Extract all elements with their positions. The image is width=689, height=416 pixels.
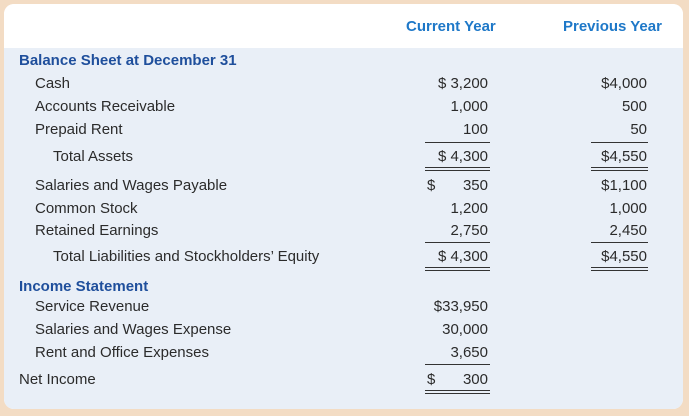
- subtotal-rule-income: [425, 364, 490, 365]
- cash-current: $ 3,200: [437, 75, 488, 92]
- total-liabilities-equity-current: $ 4,300: [437, 248, 488, 265]
- net-income-dollar-sign: $: [427, 371, 436, 388]
- subtotal-rule-liabilities-current: [425, 242, 490, 243]
- retained-earnings-previous: 2,450: [609, 222, 647, 239]
- column-header-area: [4, 4, 683, 48]
- total-liabilities-double-rule-current-b: [425, 270, 490, 271]
- net-income-double-rule-b: [425, 393, 490, 394]
- prepaid-rent-current: 100: [462, 121, 488, 138]
- salaries-payable-previous: $1,100: [601, 177, 647, 194]
- net-income-current: 300: [462, 371, 488, 388]
- row-label-net-income: Net Income: [19, 371, 96, 388]
- row-label-total-liabilities-equity: Total Liabilities and Stockholders’ Equity: [53, 248, 320, 265]
- accounts-receivable-current: 1,000: [450, 98, 488, 115]
- previous-year-header: Previous Year: [563, 18, 662, 35]
- total-assets-double-rule-previous-b: [591, 170, 648, 171]
- row-label-salaries-expense: Salaries and Wages Expense: [35, 321, 232, 338]
- total-assets-double-rule-current-b: [425, 170, 490, 171]
- rent-office-expenses-current: 3,650: [450, 344, 488, 361]
- service-revenue-current: $33,950: [433, 298, 488, 315]
- total-liabilities-double-rule-previous-a: [591, 267, 648, 268]
- row-label-prepaid-rent: Prepaid Rent: [35, 121, 123, 138]
- total-liabilities-equity-previous: $4,550: [601, 248, 647, 265]
- salaries-payable-dollar-sign: $: [427, 177, 436, 194]
- row-label-common-stock: Common Stock: [35, 200, 138, 217]
- salaries-payable-current: 350: [462, 177, 488, 194]
- net-income-double-rule-a: [425, 390, 490, 391]
- total-assets-double-rule-current-a: [425, 167, 490, 168]
- common-stock-current: 1,200: [450, 200, 488, 217]
- prepaid-rent-previous: 50: [630, 121, 647, 138]
- subtotal-rule-current: [425, 142, 490, 143]
- total-assets-double-rule-previous-a: [591, 167, 648, 168]
- salaries-expense-current: 30,000: [442, 321, 488, 338]
- row-label-cash: Cash: [35, 75, 71, 92]
- row-label-total-assets: Total Assets: [53, 148, 134, 165]
- cash-previous: $4,000: [601, 75, 647, 92]
- retained-earnings-current: 2,750: [450, 222, 488, 239]
- subtotal-rule-liabilities-previous: [591, 242, 648, 243]
- income-statement-title: Income Statement: [19, 278, 149, 295]
- total-liabilities-double-rule-current-a: [425, 267, 490, 268]
- current-year-header: Current Year: [406, 18, 496, 35]
- row-label-retained-earnings: Retained Earnings: [35, 222, 159, 239]
- financial-statements-panel: [4, 4, 683, 409]
- common-stock-previous: 1,000: [609, 200, 647, 217]
- row-label-salaries-payable: Salaries and Wages Payable: [35, 177, 228, 194]
- total-assets-current: $ 4,300: [437, 148, 488, 165]
- total-liabilities-double-rule-previous-b: [591, 270, 648, 271]
- accounts-receivable-previous: 500: [621, 98, 647, 115]
- row-label-service-revenue: Service Revenue: [35, 298, 150, 315]
- row-label-rent-office-expenses: Rent and Office Expenses: [35, 344, 209, 361]
- total-assets-previous: $4,550: [601, 148, 647, 165]
- subtotal-rule-previous: [591, 142, 648, 143]
- row-label-accounts-receivable: Accounts Receivable: [35, 98, 176, 115]
- balance-sheet-title: Balance Sheet at December 31: [19, 52, 237, 69]
